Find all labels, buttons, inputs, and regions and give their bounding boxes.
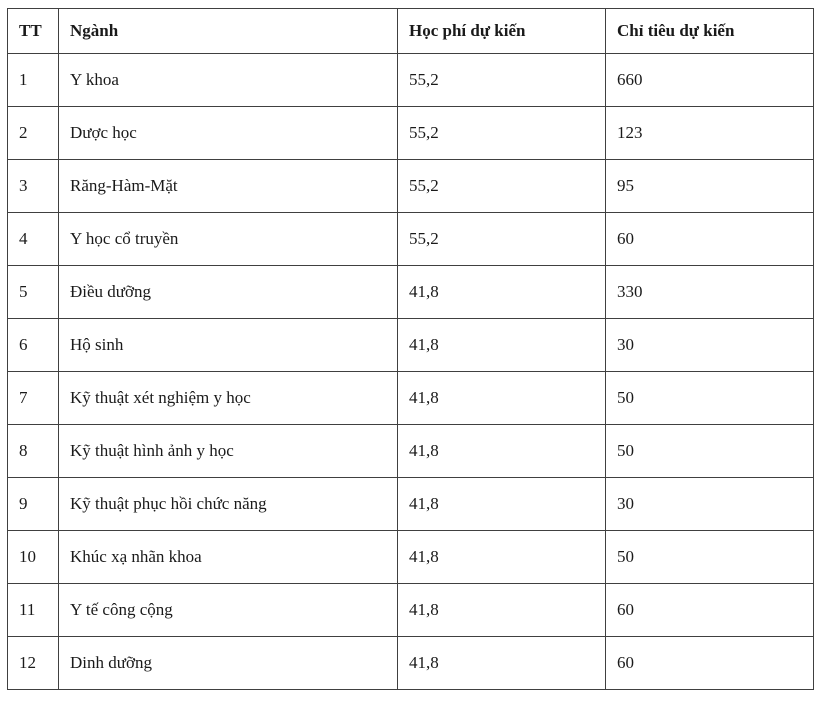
- cell-nganh: Y tế công cộng: [59, 584, 398, 637]
- cell-hocphi: 41,8: [398, 266, 606, 319]
- cell-hocphi: 55,2: [398, 213, 606, 266]
- cell-hocphi: 41,8: [398, 425, 606, 478]
- table-row: [8, 531, 814, 584]
- header-cell-chitieu: Chỉ tiêu dự kiến: [606, 9, 814, 54]
- cell-chitieu: 60: [606, 584, 814, 637]
- cell-hocphi: 41,8: [398, 372, 606, 425]
- table-row: [8, 584, 814, 637]
- header-cell-nganh: Ngành: [59, 9, 398, 54]
- cell-tt: 8: [8, 425, 59, 478]
- cell-nganh: Y học cổ truyền: [59, 213, 398, 266]
- cell-nganh: Răng-Hàm-Mặt: [59, 160, 398, 213]
- cell-tt: 2: [8, 107, 59, 160]
- cell-hocphi: 41,8: [398, 478, 606, 531]
- table-row: [8, 54, 814, 107]
- cell-nganh: Điều dưỡng: [59, 266, 398, 319]
- cell-tt: 9: [8, 478, 59, 531]
- cell-tt: 10: [8, 531, 59, 584]
- table-row: [8, 160, 814, 213]
- table-row: [8, 319, 814, 372]
- cell-nganh: Hộ sinh: [59, 319, 398, 372]
- cell-chitieu: 660: [606, 54, 814, 107]
- header-cell-hocphi: Học phí dự kiến: [398, 9, 606, 54]
- cell-nganh: Kỹ thuật xét nghiệm y học: [59, 372, 398, 425]
- cell-tt: 4: [8, 213, 59, 266]
- cell-tt: 3: [8, 160, 59, 213]
- cell-chitieu: 50: [606, 372, 814, 425]
- table-row: [8, 425, 814, 478]
- cell-hocphi: 55,2: [398, 107, 606, 160]
- table-header: [8, 9, 814, 54]
- cell-chitieu: 60: [606, 213, 814, 266]
- table-body: [8, 54, 814, 690]
- cell-chitieu: 50: [606, 531, 814, 584]
- cell-chitieu: 50: [606, 425, 814, 478]
- table-row: [8, 478, 814, 531]
- cell-nganh: Kỹ thuật hình ảnh y học: [59, 425, 398, 478]
- cell-chitieu: 95: [606, 160, 814, 213]
- cell-tt: 1: [8, 54, 59, 107]
- table-row: [8, 637, 814, 690]
- cell-nganh: Khúc xạ nhãn khoa: [59, 531, 398, 584]
- cell-hocphi: 41,8: [398, 531, 606, 584]
- cell-hocphi: 41,8: [398, 637, 606, 690]
- cell-hocphi: 41,8: [398, 319, 606, 372]
- cell-nganh: Kỹ thuật phục hồi chức năng: [59, 478, 398, 531]
- header-row: [8, 9, 814, 54]
- table-row: [8, 266, 814, 319]
- cell-chitieu: 30: [606, 478, 814, 531]
- cell-hocphi: 55,2: [398, 54, 606, 107]
- cell-chitieu: 30: [606, 319, 814, 372]
- cell-tt: 7: [8, 372, 59, 425]
- cell-hocphi: 41,8: [398, 584, 606, 637]
- cell-tt: 6: [8, 319, 59, 372]
- cell-nganh: Y khoa: [59, 54, 398, 107]
- cell-hocphi: 55,2: [398, 160, 606, 213]
- cell-tt: 11: [8, 584, 59, 637]
- cell-nganh: Dược học: [59, 107, 398, 160]
- table-row: [8, 372, 814, 425]
- cell-chitieu: 123: [606, 107, 814, 160]
- cell-tt: 12: [8, 637, 59, 690]
- table-row: [8, 213, 814, 266]
- cell-tt: 5: [8, 266, 59, 319]
- cell-nganh: Dinh dưỡng: [59, 637, 398, 690]
- admissions-table: [7, 8, 814, 690]
- cell-chitieu: 60: [606, 637, 814, 690]
- header-cell-tt: TT: [8, 9, 59, 54]
- table-row: [8, 107, 814, 160]
- cell-chitieu: 330: [606, 266, 814, 319]
